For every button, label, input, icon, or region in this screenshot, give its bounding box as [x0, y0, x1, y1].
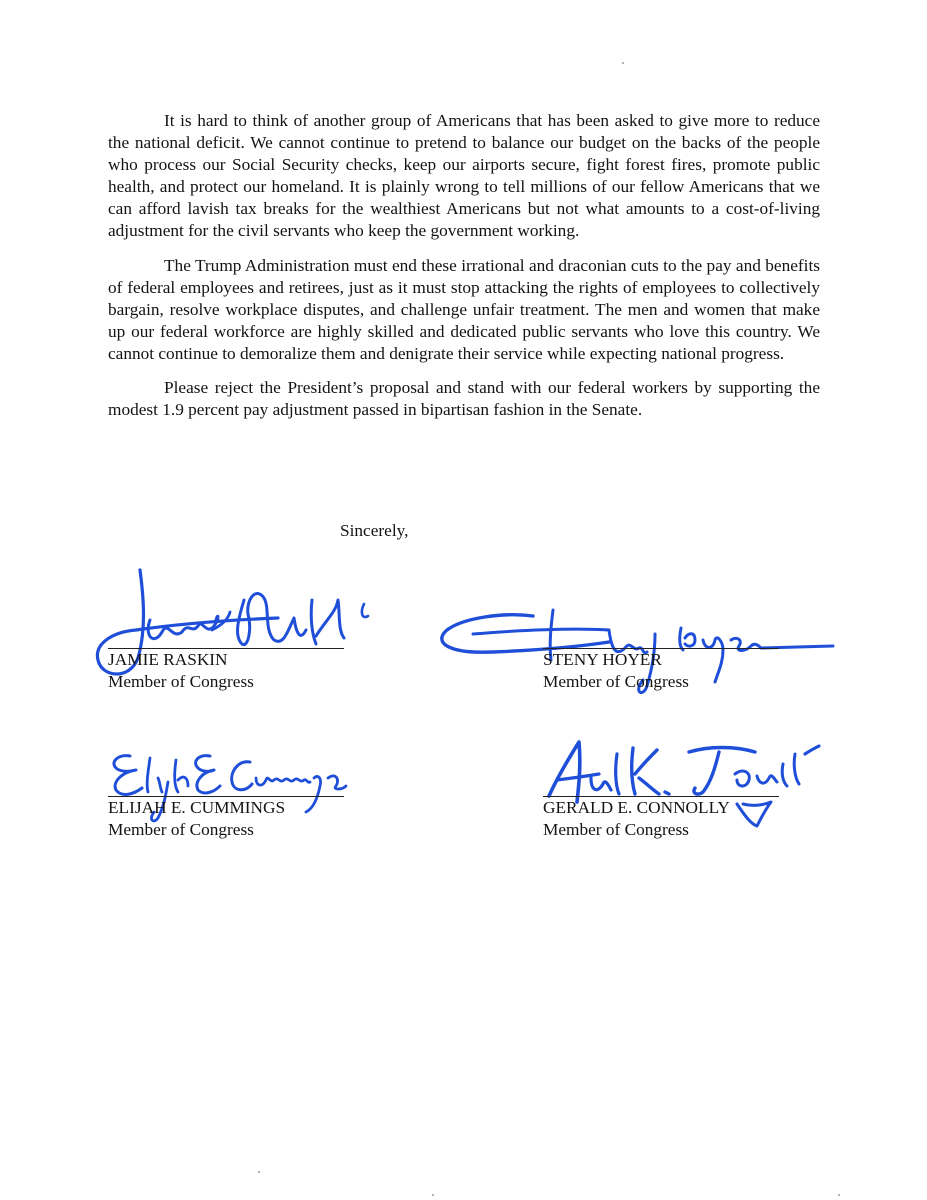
scan-speck [838, 1194, 840, 1196]
signatory-name: ELIJAH E. CUMMINGS [108, 798, 286, 817]
closing-salutation: Sincerely, [340, 521, 409, 540]
signature-block-raskin [108, 560, 408, 700]
letter-body [108, 110, 820, 421]
signatory-title: Member of Congress [543, 820, 689, 839]
signatory-title: Member of Congress [543, 672, 689, 691]
signature-block-cummings [108, 708, 408, 848]
signatory-name: JAMIE RASKIN [108, 650, 228, 669]
paragraph-1: It is hard to think of another group of Americans that has been asked to give more to reduce the national deficit. We cannot continue to pretend to balance our budget on the backs of the people who process our Social Security checks, keep our airports secure, fight forest fires, promote public health, and protect our homeland. It is plainly wrong to tell millions of our fellow Americans that we can afford lavish tax breaks for the wealthiest Americans but not what amounts to a cost-of-living adjustment for the civil servants who keep the government working. [108, 111, 820, 241]
scan-speck [622, 62, 624, 64]
signatory-title: Member of Congress [108, 672, 254, 691]
paragraph-3: Please reject the President’s proposal and stand with our federal workers by supporting the modest 1.9 percent pay adjustment passed in bipartisan fashion in the Senate. [108, 378, 820, 420]
signatory-name: STENY HOYER [543, 650, 662, 669]
scan-speck [258, 1171, 260, 1173]
paragraph-2: The Trump Administration must end these irrational and draconian cuts to the pay and benefits of federal employees and retirees, just as it must stop attacking the rights of employees to collectively bargain, resolve workplace disputes, and challenge unfair treatment. The men and women that make up our federal workforce are highly skilled and dedicated public servants who love this country. We cannot continue to demoralize them and denigrate their service while expecting national progress. [108, 255, 820, 363]
signatory-title: Member of Congress [108, 820, 254, 839]
signature-block-connolly [543, 708, 843, 848]
signature-block-hoyer [543, 560, 843, 700]
signatory-name: GERALD E. CONNOLLY [543, 798, 730, 817]
scan-speck [432, 1194, 434, 1196]
